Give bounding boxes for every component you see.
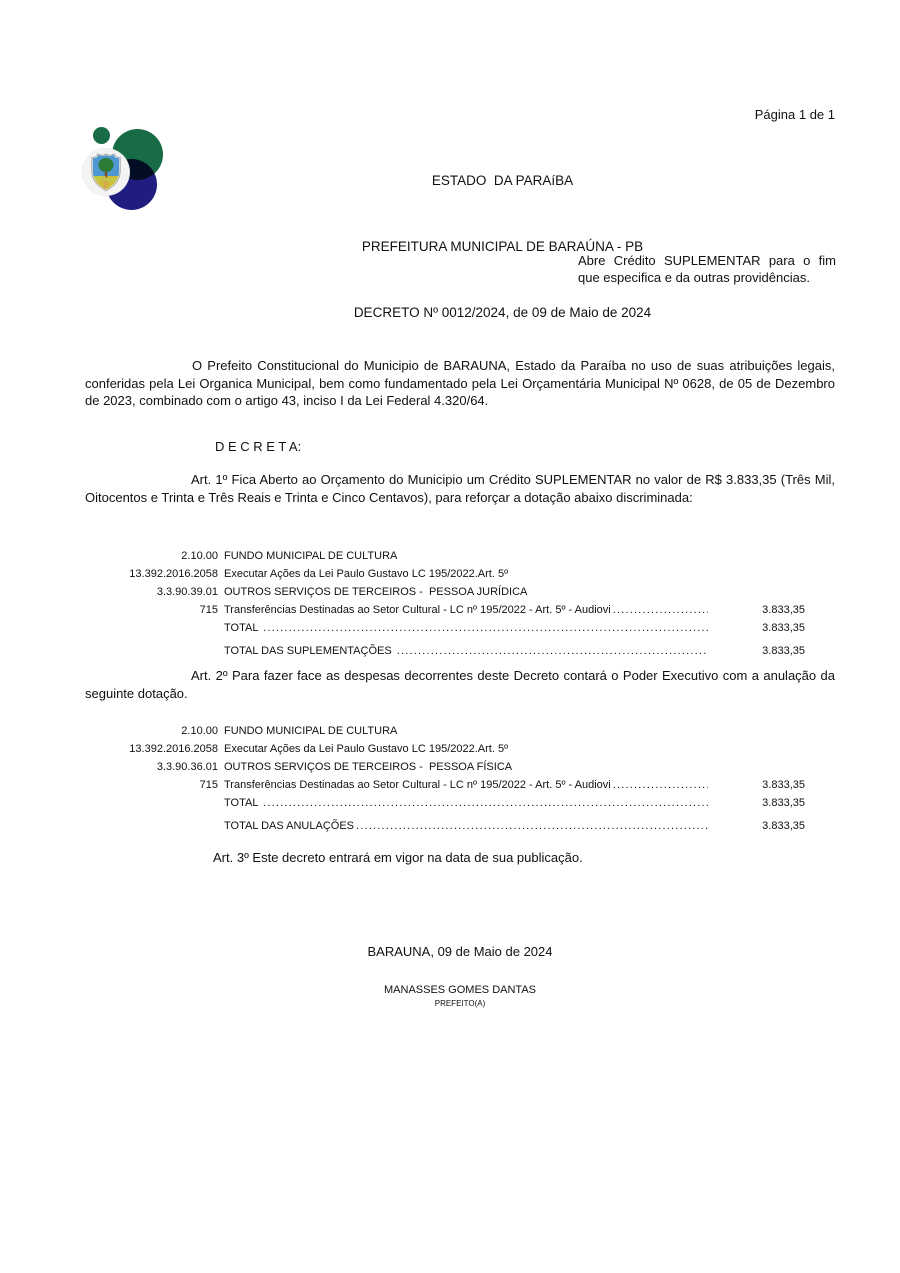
budget-code: 3.3.90.39.01 [156, 586, 218, 598]
table-row [85, 740, 805, 758]
budget-value: 3.833,35 [762, 604, 805, 616]
budget-description: Transferências Destinadas ao Setor Cultural - LC nº 195/2022 - Art. 5º - Audiovi [224, 779, 611, 791]
grand-total-label: TOTAL DAS ANULAÇÕES [224, 820, 355, 832]
dot-leader [263, 794, 708, 812]
budget-code: 3.3.90.36.01 [156, 761, 218, 773]
table-row-grand-total [85, 642, 805, 660]
table-row-total [85, 619, 805, 637]
signer-role: PREFEITO(A) [434, 999, 486, 1008]
budget-value: 3.833,35 [762, 820, 805, 832]
budget-code: 2.10.00 [181, 550, 218, 562]
table-row [85, 776, 805, 794]
budget-description: FUNDO MUNICIPAL DE CULTURA [224, 550, 398, 562]
article-3: Art. 3º Este decreto entrará em vigor na data de sua publicação. [213, 850, 583, 865]
dot-leader [263, 619, 708, 637]
shield-icon [91, 153, 121, 191]
signer-name: MANASSES GOMES DANTAS [384, 984, 536, 996]
budget-value: 3.833,35 [762, 797, 805, 809]
budget-description: OUTROS SERVIÇOS DE TERCEIROS - PESSOA JURÍDICA [224, 586, 528, 598]
budget-description: FUNDO MUNICIPAL DE CULTURA [224, 725, 398, 737]
budget-description: Transferências Destinadas ao Setor Cultural - LC nº 195/2022 - Art. 5º - Audiovi [224, 604, 611, 616]
table-row [85, 601, 805, 619]
page-number: Página 1 de 1 [754, 107, 835, 122]
coat-of-arms-icon [83, 149, 129, 195]
suplementacao-table [85, 547, 805, 660]
logo-small-green-dot [93, 127, 110, 144]
budget-code: 715 [199, 779, 218, 791]
table-row [85, 583, 805, 601]
anulacao-table [85, 722, 805, 835]
budget-description: Executar Ações da Lei Paulo Gustavo LC 195/2022.Art. 5º [224, 568, 509, 580]
budget-description: Executar Ações da Lei Paulo Gustavo LC 195/2022.Art. 5º [224, 743, 509, 755]
dot-leader [613, 601, 708, 619]
decreta-label: D E C R E T A: [215, 439, 302, 454]
header-decree-line: DECRETO Nº 0012/2024, de 09 de Maio de 2024 [353, 305, 652, 320]
decree-summary: Abre Crédito SUPLEMENTAR para o fim que especifica e da outras providências. [578, 253, 836, 285]
total-label: TOTAL [224, 797, 262, 809]
table-row [85, 722, 805, 740]
table-row-grand-total [85, 817, 805, 835]
budget-value: 3.833,35 [762, 779, 805, 791]
budget-code: 13.392.2016.2058 [129, 568, 218, 580]
dot-leader [613, 776, 708, 794]
budget-value: 3.833,35 [762, 622, 805, 634]
table-row-total [85, 794, 805, 812]
budget-description: OUTROS SERVIÇOS DE TERCEIROS - PESSOA FÍSICA [224, 761, 513, 773]
article-2: Art. 2º Para fazer face as despesas decorrentes deste Decreto contará o Poder Executivo com a anulação da seguinte dotação. [85, 668, 835, 701]
budget-code: 715 [199, 604, 218, 616]
place-and-date: BARAUNA, 09 de Maio de 2024 [367, 944, 553, 959]
dot-leader [397, 642, 708, 660]
table-row [85, 565, 805, 583]
header-state-line: ESTADO DA PARAíBA [431, 173, 574, 188]
grand-total-label: TOTAL DAS SUPLEMENTAÇÕES [224, 645, 395, 657]
dot-leader [356, 817, 708, 835]
table-row [85, 547, 805, 565]
budget-value: 3.833,35 [762, 645, 805, 657]
article-1: Art. 1º Fica Aberto ao Orçamento do Municipio um Crédito SUPLEMENTAR no valor de R$ 3.833,35 (Três Mil, Oitocentos e Trinta e Três Reais e Trinta e Cinco Centavos), para reforçar a dotação abaixo discriminada: [85, 472, 835, 505]
total-label: TOTAL [224, 622, 262, 634]
table-row [85, 758, 805, 776]
budget-code: 2.10.00 [181, 725, 218, 737]
budget-code: 13.392.2016.2058 [129, 743, 218, 755]
decree-preamble: O Prefeito Constitucional do Municipio de BARAUNA, Estado da Paraíba no uso de suas atribuições legais, conferidas pela Lei Organica Municipal, bem como fundamentado pela Lei Orçamentária Municipal Nº 0628, de 05 de Dezembro de 2023, combinado com o artigo 43, inciso I da Lei Federal 4.320/64. [85, 358, 835, 408]
header-entity-line: PREFEITURA MUNICIPAL DE BARAÚNA - PB [361, 239, 644, 254]
municipality-logo [83, 122, 193, 232]
document-header [185, 126, 820, 368]
